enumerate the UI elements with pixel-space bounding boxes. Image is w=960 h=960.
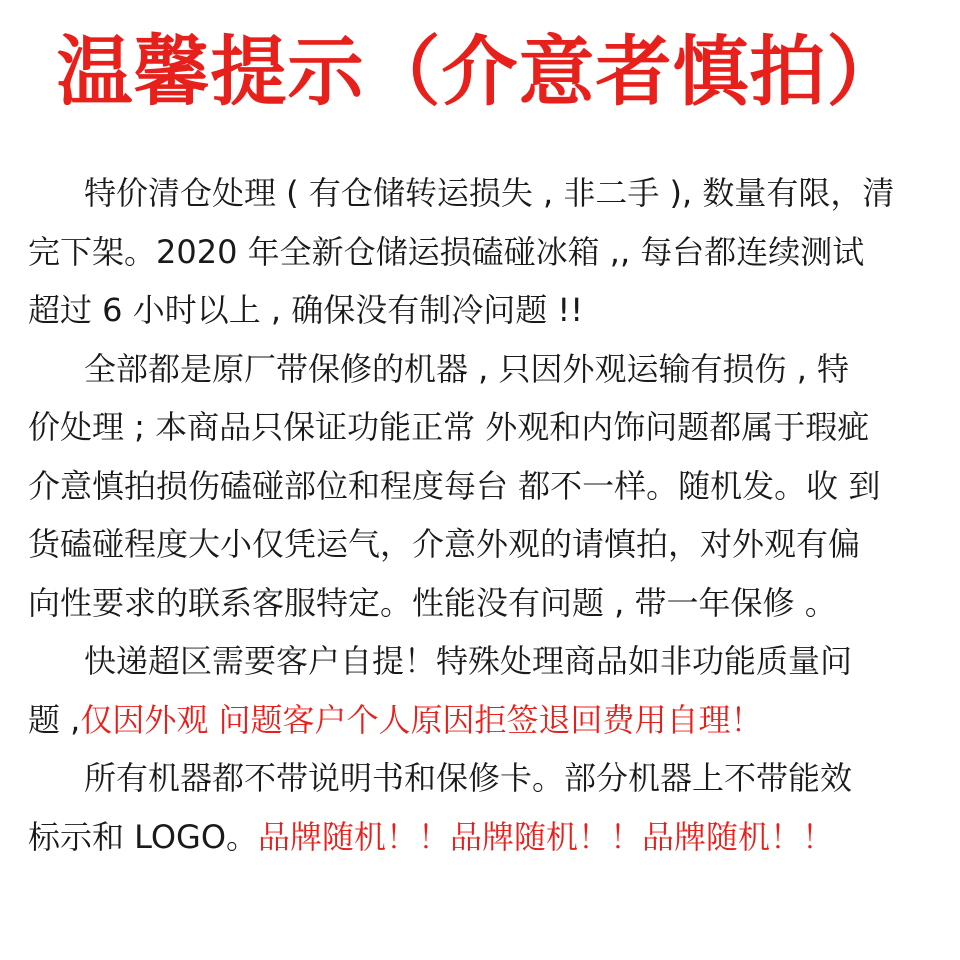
line-warning-text: 品牌随机！！品牌随机！！品牌随机！！: [258, 817, 835, 856]
notice-line: [28, 340, 944, 399]
notice-line: [28, 281, 944, 340]
line-text: 标示和 LOGO。: [28, 817, 259, 856]
line-text: 快递超区需要客户自提！特殊处理商品如非功能质量问: [84, 642, 853, 680]
notice-line: [28, 574, 944, 633]
notice-line: [28, 223, 944, 282]
line-text: 价处理 ; 本商品只保证功能正常 外观和内饰问题都属于瑕疵: [28, 408, 870, 446]
line-warning-text: 仅因外观 问题客户个人原因拒签退回费用自理！: [80, 700, 763, 739]
notice-line: [28, 632, 944, 691]
line-text: 所有机器都不带说明书和保修卡。部分机器上不带能效: [84, 759, 853, 797]
notice-line: [28, 164, 944, 223]
line-text: 完下架。2020 年全新仓储运损磕碰冰箱 ,, 每台都连续测试: [28, 232, 865, 271]
notice-title: 温馨提示（介意者慎拍）: [56, 27, 904, 116]
notice-line: [28, 808, 944, 867]
line-text: 全部都是原厂带保修的机器 , 只因外观运输有损伤 , 特: [84, 349, 850, 388]
line-text: 题 ,: [28, 700, 81, 739]
line-text: 介意慎拍损伤磕碰部位和程度每台 都不一样。随机发。收 到: [28, 466, 881, 505]
line-text: 向性要求的联系客服特定。性能没有问题 , 带一年保修 。: [28, 583, 837, 622]
notice-body: [28, 164, 944, 866]
notice-line: [28, 398, 944, 457]
notice-line: [28, 457, 944, 516]
notice-line: [28, 515, 944, 574]
line-text: 特价清仓处理 ( 有仓储转运损失 , 非二手 ), 数量有限，清: [84, 174, 895, 212]
line-text: 货磕碰程度大小仅凭运气，介意外观的请慎拍，对外观有偏: [28, 525, 861, 563]
line-text: 超过 6 小时以上 , 确保没有制冷问题 !!: [28, 291, 584, 329]
notice-line: [28, 691, 944, 750]
notice-line: [28, 749, 944, 808]
